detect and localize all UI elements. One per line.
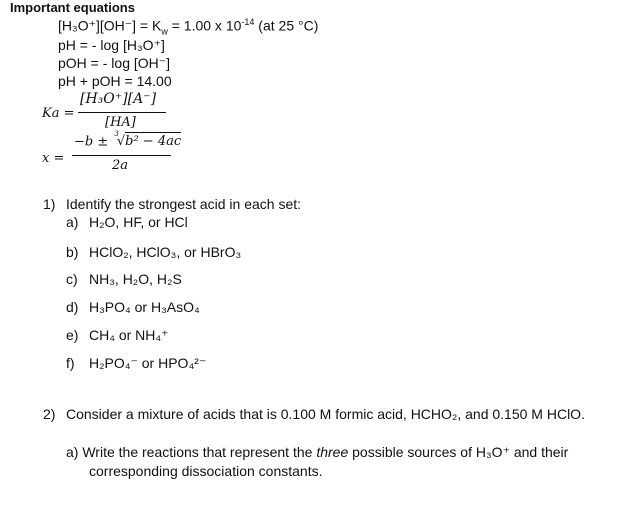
- ka-denominator: [HA]: [105, 115, 136, 130]
- question-1b-letter: b): [66, 244, 79, 260]
- radicand: b² − 4ac: [125, 134, 182, 150]
- kw-subscript: w: [161, 26, 168, 37]
- question-1e-letter: e): [66, 327, 79, 343]
- question-1c-letter: c): [66, 271, 78, 287]
- ph-equation: pH = - log [H₃O⁺]: [58, 37, 165, 53]
- question-1c-text: NH₃, H₂O, H₂S: [89, 271, 182, 287]
- question-2a-letter: a): [66, 444, 79, 460]
- question-2-prompt: Consider a mixture of acids that is 0.100 M formic acid, HCHO₂, and 0.150 M HClO.: [66, 406, 585, 422]
- question-2a-line-2: corresponding dissociation constants.: [89, 463, 323, 479]
- quadratic-numerator: [74, 130, 182, 150]
- question-1f-letter: f): [66, 355, 75, 371]
- quadratic-minus-b: −b ±: [74, 134, 113, 150]
- radical: [112, 130, 182, 150]
- question-2a-emphasis: three: [316, 444, 349, 460]
- ka-label: Ka =: [42, 106, 75, 121]
- root-sign-icon: √: [116, 134, 126, 150]
- x-label: x =: [42, 151, 65, 166]
- question-1-number: 1): [43, 196, 56, 212]
- question-2a-text-start: Write the reactions that represent the: [82, 444, 317, 460]
- quadratic-denominator: 2a: [112, 158, 129, 173]
- question-1d-letter: d): [66, 299, 79, 315]
- question-2a-line-1: [66, 444, 568, 461]
- question-1b-text: HClO₂, HClO₃, or HBrO₃: [89, 244, 242, 260]
- question-1a-letter: a): [66, 214, 79, 230]
- kw-text: [H₃O⁺][OH⁻] = K: [58, 17, 162, 34]
- question-1a-text: H₂O, HF, or HCl: [89, 214, 188, 230]
- kw-exponent: -14: [241, 17, 255, 27]
- ph-poh-sum-equation: pH + pOH = 14.00: [58, 73, 172, 89]
- question-1f-text: H₂PO₄⁻ or HPO₄²⁻: [89, 355, 207, 371]
- quadratic-fraction-bar: [72, 155, 171, 156]
- ka-numerator: [H₃O⁺][A⁻]: [80, 91, 157, 107]
- page-heading: Important equations: [10, 0, 135, 15]
- kw-value: = 1.00 x 10: [167, 17, 242, 34]
- poh-equation: pOH = - log [OH⁻]: [58, 55, 171, 71]
- question-1e-text: CH₄ or NH₄⁺: [89, 327, 169, 343]
- kw-equation: [58, 17, 318, 36]
- question-2-number: 2): [43, 406, 56, 422]
- question-1d-text: H₃PO₄ or H₃AsO₄: [89, 299, 200, 315]
- question-2a-text-end: possible sources of H₃O⁺ and their: [348, 444, 569, 460]
- ka-fraction-bar: [78, 112, 166, 113]
- question-1-prompt: Identify the strongest acid in each set:: [66, 196, 302, 212]
- root-index: 3: [114, 130, 119, 138]
- kw-temperature: (at 25 °C): [254, 17, 319, 34]
